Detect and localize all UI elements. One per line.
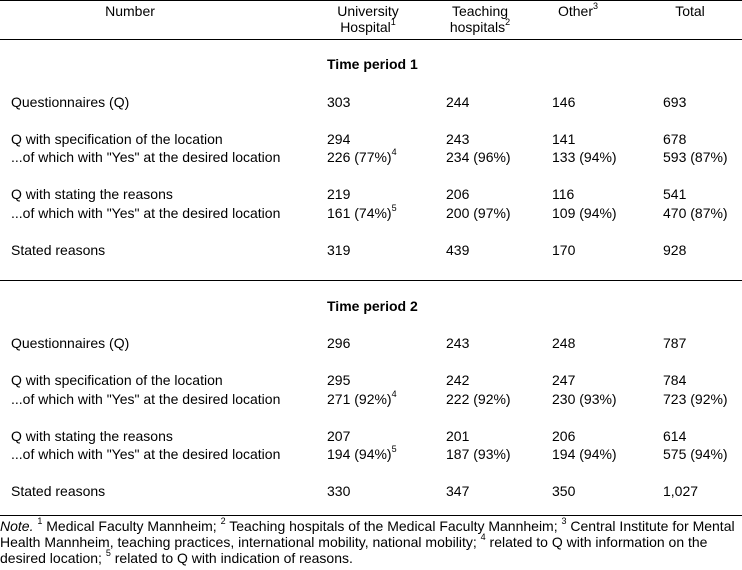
cell-other: 133 (94%) xyxy=(552,149,617,165)
cell-other: 206 xyxy=(552,428,576,444)
header-university-line1: University xyxy=(337,3,399,19)
cell-total: 928 xyxy=(663,242,687,258)
note-prefix: Note. xyxy=(0,518,34,534)
cell-university: 330 xyxy=(327,483,351,499)
cell-other: 247 xyxy=(552,372,576,388)
cell-total: 787 xyxy=(663,335,687,351)
header-rule xyxy=(0,39,742,40)
cell-teaching: 244 xyxy=(446,94,470,110)
cell-other: 116 xyxy=(552,186,575,202)
row-label: ...of which with "Yes" at the desired location xyxy=(11,205,281,221)
cell-other: 109 (94%) xyxy=(552,205,617,221)
cell-total: 470 (87%) xyxy=(663,205,728,221)
cell-total: 784 xyxy=(663,372,687,388)
cell-other: 141 xyxy=(552,131,576,147)
cell-university: 226 $(77\%)^4$ xyxy=(327,147,397,165)
cell-total: 541 xyxy=(663,186,687,202)
cell-total: 678 xyxy=(663,131,687,147)
cell-other: 230 (93%) xyxy=(552,391,617,407)
section-rule xyxy=(0,280,742,281)
cell-total: 693 xyxy=(663,94,687,110)
cell-other: 248 xyxy=(552,335,576,351)
cell-university: 303 xyxy=(327,94,351,110)
row-label: Q with stating the reasons xyxy=(11,428,173,444)
cell-university: 161 $(74\%)^5$ xyxy=(327,203,397,221)
cell-university: 319 xyxy=(327,242,351,258)
cell-teaching: 439 xyxy=(446,242,470,258)
cell-total: 1,027 xyxy=(663,483,699,499)
header-teaching-line1: Teaching xyxy=(451,3,509,19)
cell-teaching: 243 xyxy=(446,335,470,351)
row-label: Stated reasons xyxy=(11,242,106,258)
header-university xyxy=(318,3,418,35)
row-label: ...of which with "Yes" at the desired location xyxy=(11,149,281,165)
row-label: Stated reasons xyxy=(11,483,106,499)
cell-teaching: 243 xyxy=(446,131,470,147)
row-label: ...of which with "Yes" at the desired location xyxy=(11,446,281,462)
top-rule xyxy=(0,0,742,1)
cell-other: 170 xyxy=(552,242,576,258)
cell-other: 194 (94%) xyxy=(552,446,617,462)
header-teaching-line2: hospitals$^2$ xyxy=(449,17,511,35)
cell-university: 296 xyxy=(327,335,351,351)
header-teaching xyxy=(430,3,530,35)
cell-total: 575 (94%) xyxy=(663,446,728,462)
cell-university: 294 xyxy=(327,131,351,147)
header-number: Number xyxy=(105,3,155,19)
cell-teaching: 206 xyxy=(446,186,470,202)
bottom-rule xyxy=(0,515,742,516)
cell-teaching: 201 xyxy=(446,428,470,444)
row-label: Questionnaires (Q) xyxy=(11,335,130,351)
header-university-line2: Hospital$^1$ xyxy=(340,17,396,35)
cell-teaching: 200 (97%) xyxy=(446,205,511,221)
cell-total: 614 xyxy=(663,428,687,444)
cell-university: 295 xyxy=(327,372,351,388)
header-other: Other$^3$ xyxy=(557,1,599,19)
cell-total: 593 (87%) xyxy=(663,149,728,165)
cell-teaching: 187 (93%) xyxy=(446,446,511,462)
row-label: Q with stating the reasons xyxy=(11,186,173,202)
cell-university: 207 xyxy=(327,428,351,444)
row-label: Questionnaires (Q) xyxy=(11,94,130,110)
cell-teaching: 347 xyxy=(446,483,470,499)
row-label: ...of which with "Yes" at the desired location xyxy=(11,391,281,407)
cell-university: 194 $(94\%)^5$ xyxy=(327,444,397,462)
cell-other: 350 xyxy=(552,483,576,499)
header-total: Total xyxy=(675,3,705,19)
table-footnote: Note. $^1$ Medical Faculty Mannheim; $^2$ Teaching hospitals of the Medical Faculty Mannheim; $^3$ Central Institute for Mental Health Mannheim, teaching practices, international mobility, national mobility; $^4$ related to Q with information on the desired location; $^5$ related to Q with indication of reasons. xyxy=(0,516,735,566)
cell-total: 723 (92%) xyxy=(663,391,728,407)
row-label: Q with specification of the location xyxy=(11,131,223,147)
cell-teaching: 222 (92%) xyxy=(446,391,511,407)
cell-university: 271 $(92\%)^4$ xyxy=(327,389,397,407)
cell-university: 219 xyxy=(327,186,351,202)
cell-teaching: 242 xyxy=(446,372,470,388)
cell-teaching: 234 (96%) xyxy=(446,149,511,165)
period1-title: Time period 1 xyxy=(327,56,418,72)
cell-other: 146 xyxy=(552,94,576,110)
row-label: Q with specification of the location xyxy=(11,372,223,388)
period2-title: Time period 2 xyxy=(327,298,418,314)
